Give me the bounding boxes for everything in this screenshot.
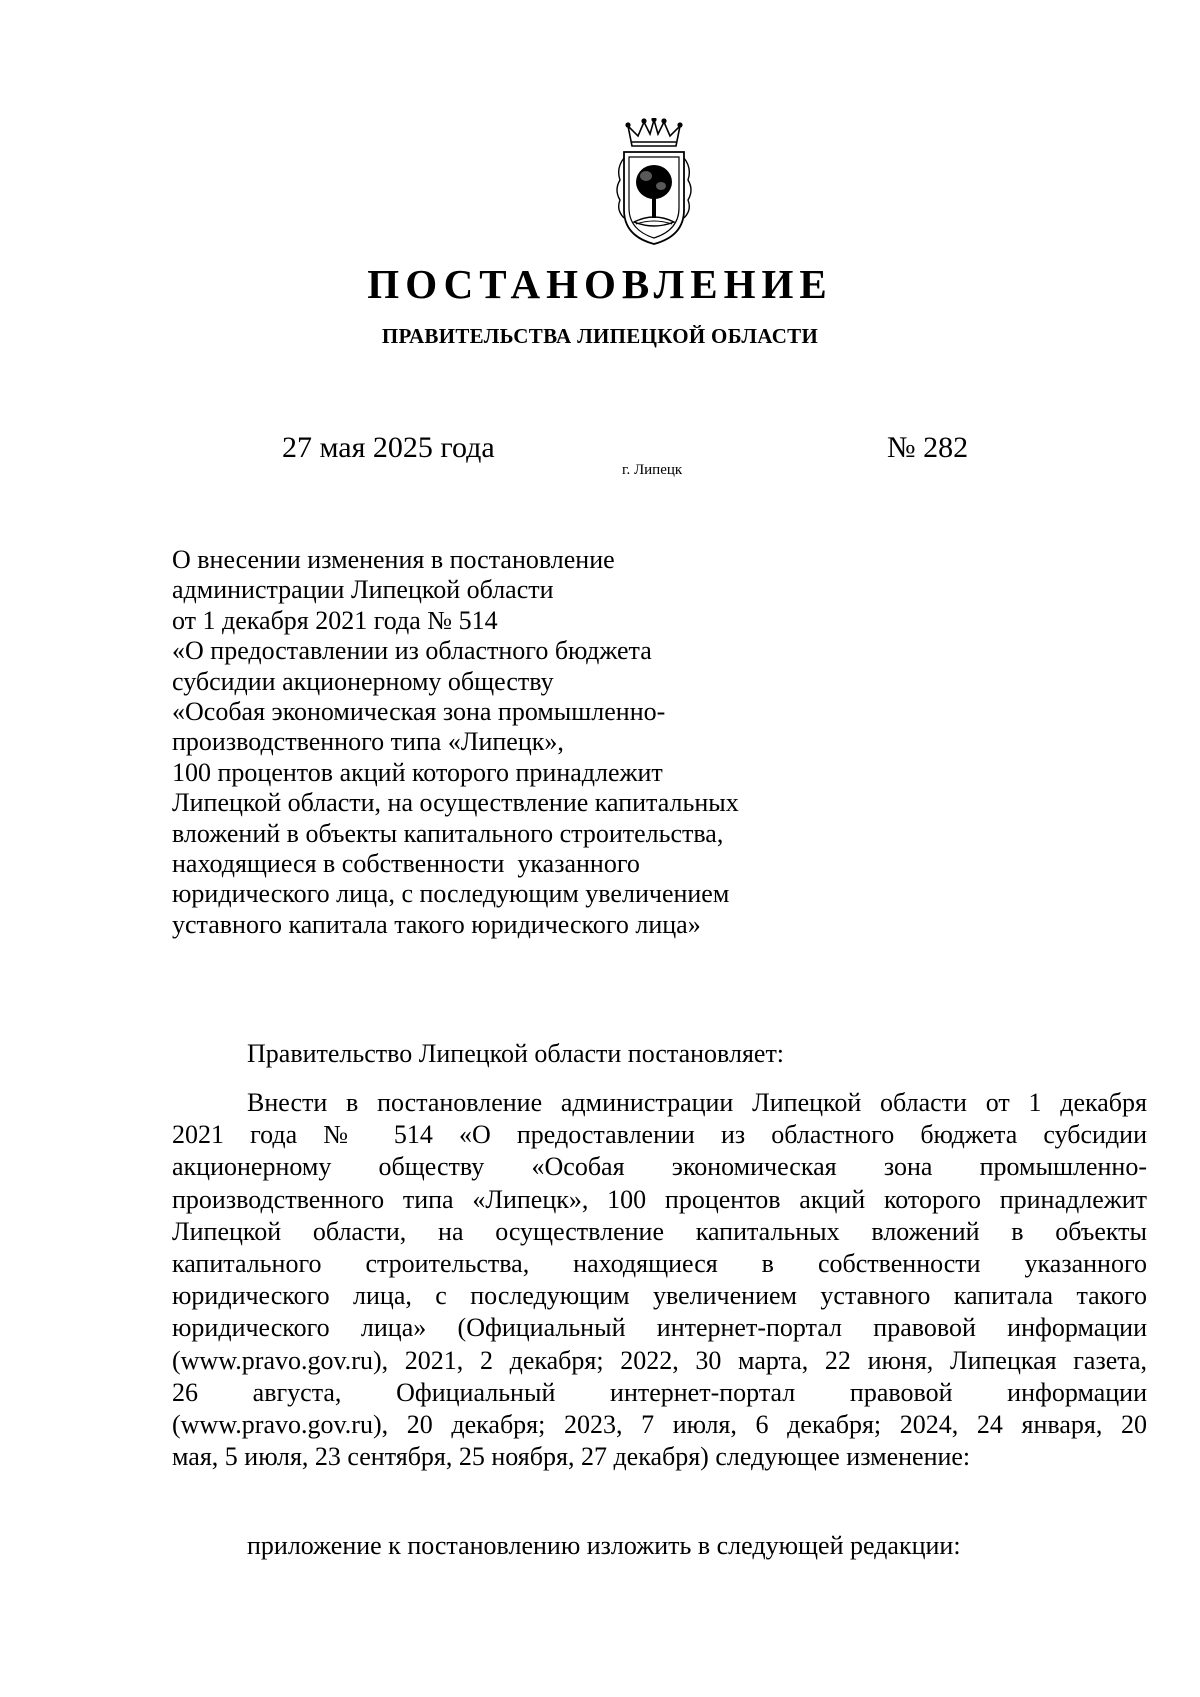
coat-of-arms-icon [614,118,694,248]
issuing-authority: ПРАВИТЕЛЬСТВА ЛИПЕЦКОЙ ОБЛАСТИ [381,324,819,348]
subject-line: «О предоставлении из областного бюджета [172,636,652,666]
body-line: юридического лица, с последующим увеличением уставного капитала такого [172,1281,1147,1311]
subject-line: производственного типа «Липецк», [172,727,564,757]
document-city: г. Липецк [622,462,683,478]
subject-line: от 1 декабря 2021 года № 514 [172,605,498,635]
subject-line: субсидии акционерному обществу [172,666,554,696]
subject-line: находящиеся в собственности указанного [172,849,640,879]
body-line: Внести в постановление администрации Липецкой области от 1 декабря [247,1088,1147,1117]
subject-line: 100 процентов акций которого принадлежит [172,757,663,787]
body-line: Липецкой области, на осуществление капитальных вложений в объекты [172,1216,1147,1246]
document-date: 27 мая 2025 года [282,431,495,464]
body-line: (www.pravo.gov.ru), 20 декабря; 2023, 7 июля, 6 декабря; 2024, 24 января, 20 [172,1409,1147,1439]
body-line: акционерному обществу «Особая экономическая зона промышленно- [172,1152,1147,1182]
subject-line: вложений в объекты капитального строительства, [172,818,724,848]
resolution-intro: Правительство Липецкой области постановляет: [247,1039,785,1068]
body-line: капитального строительства, находящиеся в собственности указанного [172,1248,1147,1278]
resolution-body [172,1087,1147,1473]
subject-line: «Особая экономическая зона промышленно- [172,697,666,727]
body-line: производственного типа «Липецк», 100 процентов акций которого принадлежит [172,1184,1147,1214]
body-line: 26 августа, Официальный интернет-портал правовой информации [172,1377,1147,1407]
body-line: юридического лица» (Официальный интернет-портал правовой информации [172,1313,1147,1343]
subject-line: уставного капитала такого юридического лица» [172,909,701,939]
document-title: ПОСТАНОВЛЕНИЕ [367,261,833,307]
body-line: 2021 года № 514 «О предоставлении из областного бюджета субсидии [172,1120,1147,1150]
subject-line: Липецкой области, на осуществление капитальных [172,788,739,818]
subject-line: администрации Липецкой области [172,575,554,605]
body-line: мая, 5 июля, 23 сентября, 25 ноября, 27 декабря) следующее изменение: [172,1442,971,1472]
body-line: (www.pravo.gov.ru), 2021, 2 декабря; 2022, 30 марта, 22 июня, Липецкая газета, [172,1345,1147,1375]
resolution-closing: приложение к постановлению изложить в следующей редакции: [247,1531,961,1560]
subject-line: О внесении изменения в постановление [172,545,615,574]
document-subject [172,545,739,940]
document-number: № 282 [887,431,969,464]
subject-line: юридического лица, с последующим увеличением [172,879,730,909]
